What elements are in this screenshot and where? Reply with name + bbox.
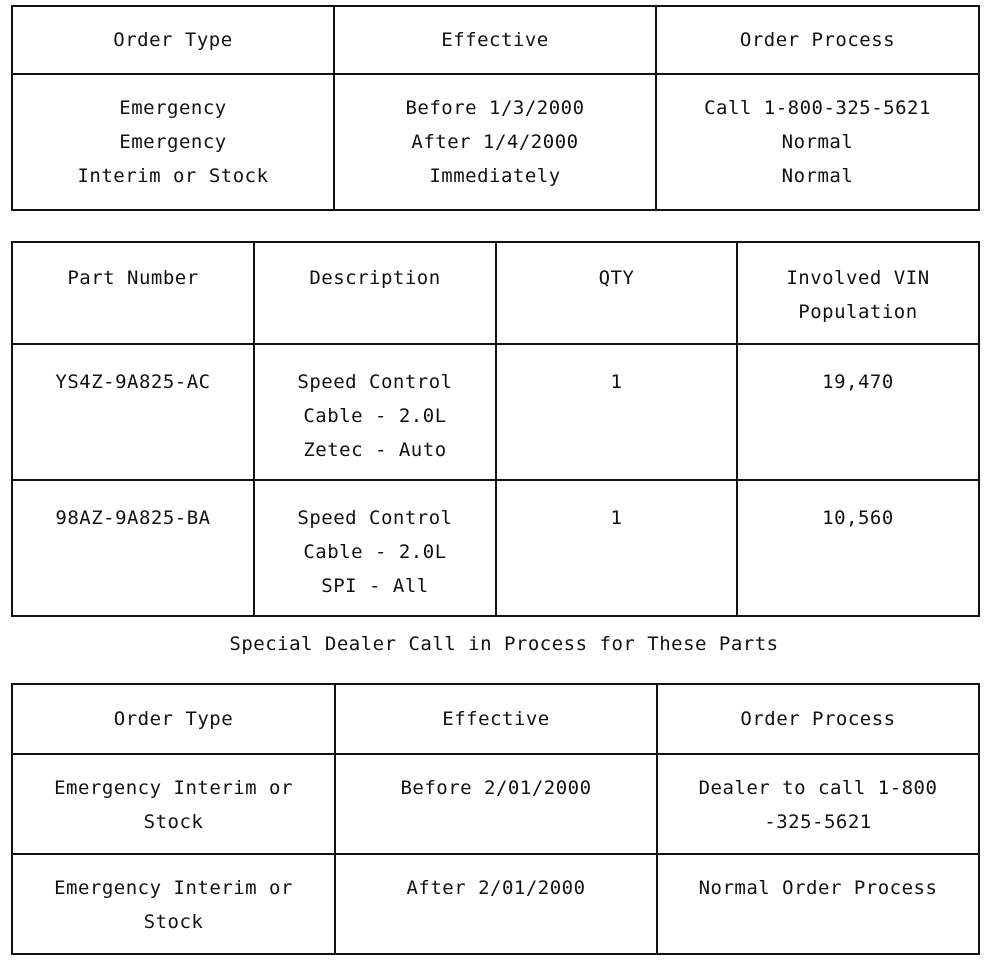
table-row: [12, 754, 979, 854]
description-cell: [254, 480, 496, 616]
description-line: Zetec - Auto: [303, 439, 447, 461]
header-involved-vin-population: [737, 242, 979, 344]
description-line: Cable - 2.0L: [303, 541, 447, 563]
dealer-call-table: [11, 683, 980, 955]
qty-cell: 1: [496, 480, 737, 616]
parts-table: [11, 241, 980, 617]
order-process-line: Call 1-800-325-5621: [704, 97, 931, 119]
order-process-line: Normal: [781, 165, 854, 187]
part-number-cell: 98AZ-9A825-BA: [12, 480, 254, 616]
header-row: [12, 242, 979, 344]
header-order-process: Order Process: [656, 6, 979, 74]
order-process-cell: [657, 854, 979, 954]
population-cell: 19,470: [737, 344, 979, 480]
effective-cell: After 2/01/2000: [335, 854, 657, 954]
order-type-line: Emergency: [119, 131, 227, 153]
effective-line: After 1/4/2000: [411, 131, 579, 153]
table-row: [12, 480, 979, 616]
description-line: SPI - All: [321, 575, 429, 597]
header-order-type: Order Type: [12, 6, 334, 74]
table-row: [12, 854, 979, 954]
header-order-process: Order Process: [657, 684, 979, 754]
order-process-line: Normal Order Process: [698, 877, 938, 899]
order-process-line: -325-5621: [764, 811, 872, 833]
order-type-line: Emergency Interim or: [54, 777, 293, 799]
description-line: Speed Control: [297, 507, 453, 529]
order-type-line: Emergency: [119, 97, 227, 119]
order-type-table: [11, 5, 980, 211]
part-number-cell: YS4Z-9A825-AC: [12, 344, 254, 480]
population-cell: 10,560: [737, 480, 979, 616]
effective-cell: Before 2/01/2000: [335, 754, 657, 854]
qty-cell: 1: [496, 344, 737, 480]
header-line: Involved VIN: [786, 267, 930, 289]
order-process-line: Normal: [781, 131, 854, 153]
header-qty: QTY: [496, 242, 737, 344]
order-process-cell: [657, 754, 979, 854]
table-row: [12, 74, 979, 210]
effective-cell: [334, 74, 656, 210]
order-type-cell: [12, 754, 335, 854]
header-row: [12, 684, 979, 754]
header-effective: Effective: [335, 684, 657, 754]
order-process-line: Dealer to call 1-800: [698, 777, 938, 799]
order-type-cell: [12, 854, 335, 954]
table-row: [12, 344, 979, 480]
description-line: Cable - 2.0L: [303, 405, 447, 427]
description-line: Speed Control: [297, 371, 453, 393]
effective-line: Before 1/3/2000: [405, 97, 585, 119]
effective-line: Immediately: [429, 165, 561, 187]
description-cell: [254, 344, 496, 480]
header-line: Population: [798, 301, 918, 323]
header-order-type: Order Type: [12, 684, 335, 754]
header-part-number: Part Number: [12, 242, 254, 344]
order-type-line: Emergency Interim or: [54, 877, 293, 899]
special-dealer-call-caption: Special Dealer Call in Process for These Parts: [229, 633, 779, 655]
order-type-line: Interim or Stock: [77, 165, 269, 187]
header-effective: Effective: [334, 6, 656, 74]
order-type-line: Stock: [143, 911, 204, 933]
header-row: [12, 6, 979, 74]
header-description: Description: [254, 242, 496, 344]
order-process-cell: [656, 74, 979, 210]
order-type-line: Stock: [143, 811, 204, 833]
order-type-cell: [12, 74, 334, 210]
